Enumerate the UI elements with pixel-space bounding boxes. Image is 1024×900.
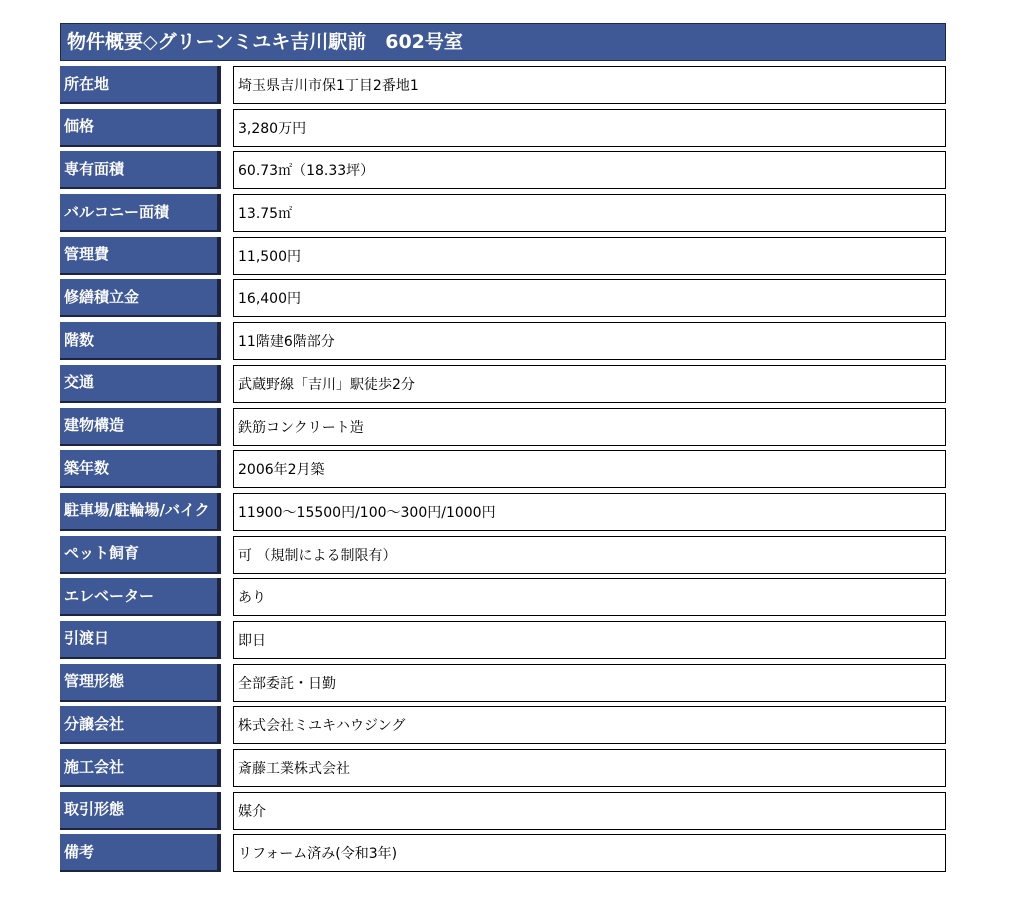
- label-built-year: 築年数: [60, 450, 221, 488]
- page-title: 物件概要◇グリーンミユキ吉川駅前 602号室: [60, 23, 946, 61]
- label-developer: 分譲会社: [60, 706, 221, 744]
- label-transport: 交通: [60, 365, 221, 403]
- row-remarks: [60, 834, 946, 872]
- label-repair-reserve: 修繕積立金: [60, 279, 221, 317]
- value-transaction-type: 媒介: [233, 792, 946, 830]
- row-repair-reserve: [60, 279, 946, 317]
- value-management-fee: 11,500円: [233, 237, 946, 275]
- value-address: 埼玉県吉川市保1丁目2番地1: [233, 66, 946, 104]
- label-contractor: 施工会社: [60, 749, 221, 787]
- row-elevator: [60, 578, 946, 616]
- value-contractor: 斎藤工業株式会社: [233, 749, 946, 787]
- property-rows: [60, 66, 946, 872]
- row-pets: [60, 536, 946, 574]
- label-floor-area: 専有面積: [60, 151, 221, 189]
- value-transport: 武蔵野線「吉川」駅徒歩2分: [233, 365, 946, 403]
- label-structure: 建物構造: [60, 408, 221, 446]
- label-elevator: エレベーター: [60, 578, 221, 616]
- label-transaction-type: 取引形態: [60, 792, 221, 830]
- value-repair-reserve: 16,400円: [233, 279, 946, 317]
- row-address: [60, 66, 946, 104]
- label-address: 所在地: [60, 66, 221, 104]
- row-management-fee: [60, 237, 946, 275]
- row-developer: [60, 706, 946, 744]
- row-built-year: [60, 450, 946, 488]
- label-parking: 駐車場/駐輪場/バイク: [60, 493, 221, 531]
- value-developer: 株式会社ミユキハウジング: [233, 706, 946, 744]
- row-structure: [60, 408, 946, 446]
- label-handover: 引渡日: [60, 621, 221, 659]
- row-floors: [60, 322, 946, 360]
- value-remarks: リフォーム済み(令和3年): [233, 834, 946, 872]
- value-floors: 11階建6階部分: [233, 322, 946, 360]
- row-handover: [60, 621, 946, 659]
- property-summary-table: [60, 23, 946, 877]
- row-contractor: [60, 749, 946, 787]
- value-handover: 即日: [233, 621, 946, 659]
- label-management-fee: 管理費: [60, 237, 221, 275]
- label-floors: 階数: [60, 322, 221, 360]
- value-management-type: 全部委託・日勤: [233, 664, 946, 702]
- value-floor-area: 60.73㎡（18.33坪）: [233, 151, 946, 189]
- value-pets: 可 （規制による制限有）: [233, 536, 946, 574]
- label-balcony-area: バルコニー面積: [60, 194, 221, 232]
- value-elevator: あり: [233, 578, 946, 616]
- row-parking: [60, 493, 946, 531]
- value-built-year: 2006年2月築: [233, 450, 946, 488]
- row-transaction-type: [60, 792, 946, 830]
- row-management-type: [60, 664, 946, 702]
- value-structure: 鉄筋コンクリート造: [233, 408, 946, 446]
- label-pets: ペット飼育: [60, 536, 221, 574]
- value-price: 3,280万円: [233, 109, 946, 147]
- row-transport: [60, 365, 946, 403]
- row-price: [60, 109, 946, 147]
- label-price: 価格: [60, 109, 221, 147]
- label-management-type: 管理形態: [60, 664, 221, 702]
- label-remarks: 備考: [60, 834, 221, 872]
- row-balcony-area: [60, 194, 946, 232]
- value-parking: 11900～15500円/100～300円/1000円: [233, 493, 946, 531]
- row-floor-area: [60, 151, 946, 189]
- value-balcony-area: 13.75㎡: [233, 194, 946, 232]
